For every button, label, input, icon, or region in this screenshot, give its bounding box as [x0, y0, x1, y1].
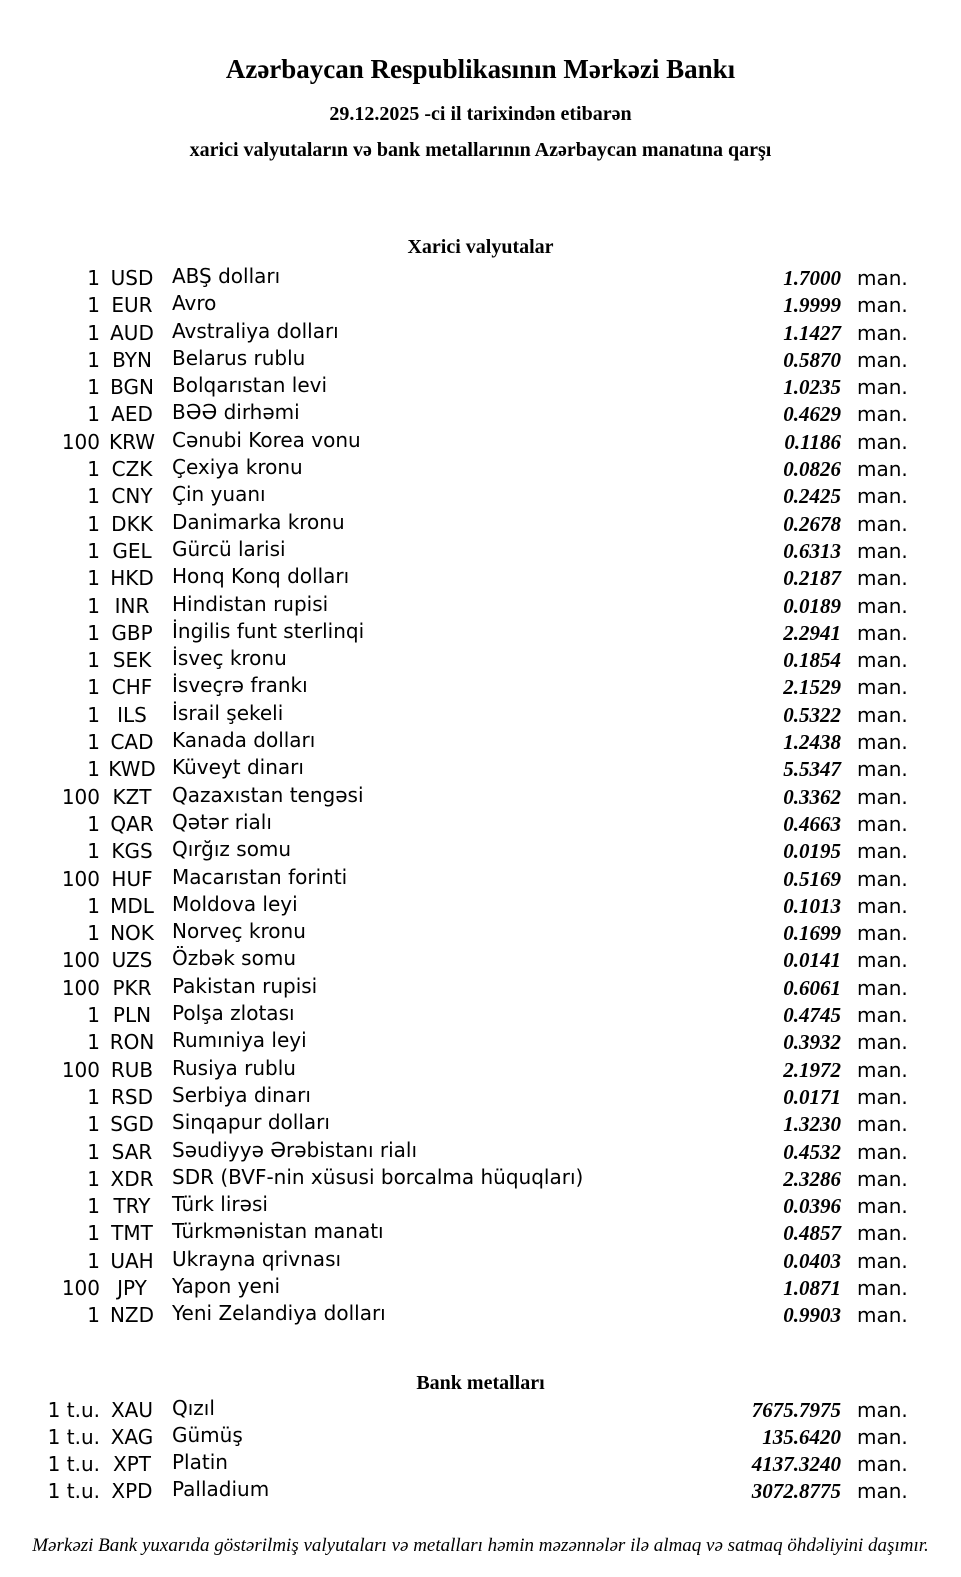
row-unit-label: man.	[857, 948, 908, 973]
row-rate-value: 1.0871	[783, 1275, 841, 1300]
page-title: Azərbaycan Respublikasının Mərkəzi Bankı	[225, 54, 736, 84]
row-quantity: 1	[87, 839, 100, 864]
rate-row	[0, 1166, 961, 1193]
row-unit-label: man.	[857, 811, 908, 836]
rate-row	[0, 893, 961, 920]
rate-row	[0, 1451, 961, 1478]
row-currency-name: Qətər rialı	[172, 809, 272, 834]
row-currency-name: Platin	[172, 1450, 228, 1475]
row-unit-label: man.	[857, 839, 908, 864]
row-quantity: 1	[87, 402, 100, 427]
row-currency-code: QAR	[110, 811, 154, 836]
rate-row	[0, 674, 961, 701]
row-quantity: 1	[87, 1166, 100, 1191]
rate-row	[0, 866, 961, 893]
row-currency-code: JPY	[117, 1275, 147, 1300]
rate-row	[0, 374, 961, 401]
row-unit-label: man.	[857, 784, 908, 809]
row-quantity: 100	[61, 866, 100, 891]
row-rate-value: 0.4629	[783, 402, 841, 427]
row-rate-value: 1.2438	[783, 730, 841, 755]
row-currency-code: AED	[111, 402, 153, 427]
row-currency-name: Səudiyyə Ərəbistanı rialı	[172, 1137, 418, 1162]
rate-row	[0, 401, 961, 428]
row-quantity: 1 t.u.	[47, 1397, 100, 1422]
rate-row	[0, 647, 961, 674]
row-quantity: 1 t.u.	[47, 1424, 100, 1449]
row-currency-name: Moldova leyi	[172, 891, 298, 916]
row-currency-code: NZD	[109, 1303, 155, 1328]
rate-row	[0, 1397, 961, 1424]
row-rate-value: 0.0171	[783, 1084, 841, 1109]
row-quantity: 1	[87, 1248, 100, 1273]
row-currency-code: KZT	[112, 784, 152, 809]
row-currency-code: XPT	[113, 1452, 151, 1477]
row-currency-code: KWD	[108, 757, 156, 782]
row-unit-label: man.	[857, 293, 908, 318]
row-currency-code: CAD	[110, 730, 154, 755]
row-currency-name: İsveçrə frankı	[172, 673, 308, 698]
row-unit-label: man.	[857, 921, 908, 946]
row-currency-name: Özbək somu	[172, 946, 296, 971]
row-currency-name: Avro	[172, 291, 217, 316]
rate-row	[0, 920, 961, 947]
row-quantity: 1	[87, 648, 100, 673]
rate-row	[0, 1220, 961, 1247]
row-unit-label: man.	[857, 1139, 908, 1164]
row-unit-label: man.	[857, 1397, 908, 1422]
row-rate-value: 0.4745	[783, 1003, 841, 1028]
row-currency-name: Bolqarıstan levi	[172, 373, 328, 398]
rate-row	[0, 620, 961, 647]
rate-row	[0, 565, 961, 592]
row-currency-code: HUF	[111, 866, 153, 891]
row-rate-value: 135.6420	[762, 1424, 841, 1449]
row-currency-code: RSD	[111, 1084, 153, 1109]
rate-row	[0, 483, 961, 510]
row-rate-value: 0.4532	[783, 1139, 841, 1164]
row-currency-code: USD	[110, 266, 154, 290]
row-currency-name: Çexiya kronu	[172, 455, 303, 480]
row-rate-value: 2.1529	[783, 675, 841, 700]
row-quantity: 1	[87, 347, 100, 372]
row-rate-value: 0.5169	[783, 866, 841, 891]
bulletin-subtitle: xarici valyutaların və bank metallarının Azərbaycan manatına qarşı	[189, 139, 772, 161]
row-currency-code: AUD	[110, 320, 154, 345]
rate-row	[0, 1002, 961, 1029]
row-unit-label: man.	[857, 1424, 908, 1449]
row-rate-value: 0.0403	[783, 1248, 841, 1273]
row-quantity: 100	[61, 948, 100, 973]
row-currency-name: Türk lirəsi	[172, 1192, 268, 1217]
rate-row	[0, 593, 961, 620]
row-unit-label: man.	[857, 593, 908, 618]
row-unit-label: man.	[857, 429, 908, 454]
rate-row	[0, 975, 961, 1002]
row-unit-label: man.	[857, 457, 908, 482]
row-unit-label: man.	[857, 347, 908, 372]
rate-row	[0, 811, 961, 838]
effective-date: 29.12.2025 -ci il tarixindən etibarən	[329, 103, 632, 125]
row-rate-value: 0.0826	[783, 457, 841, 482]
row-currency-code: SGD	[110, 1112, 154, 1137]
row-quantity: 1	[87, 730, 100, 755]
rate-row	[0, 292, 961, 319]
row-rate-value: 0.0141	[783, 948, 841, 973]
row-quantity: 1 t.u.	[47, 1452, 100, 1477]
row-unit-label: man.	[857, 266, 908, 290]
row-quantity: 1	[87, 757, 100, 782]
row-currency-name: Kanada dolları	[172, 728, 316, 753]
row-currency-name: Gümüş	[172, 1422, 243, 1447]
rate-row	[0, 1248, 961, 1275]
row-rate-value: 3072.8775	[751, 1479, 841, 1504]
row-quantity: 100	[61, 784, 100, 809]
row-currency-name: BƏƏ dirhəmi	[172, 400, 300, 425]
row-currency-code: DKK	[111, 511, 153, 536]
row-currency-name: Belarus rublu	[172, 345, 306, 370]
rate-row	[0, 838, 961, 865]
row-unit-label: man.	[857, 1112, 908, 1137]
row-currency-code: BYN	[112, 347, 152, 372]
rate-row	[0, 702, 961, 729]
row-quantity: 100	[61, 1057, 100, 1082]
row-currency-name: Yeni Zelandiya dolları	[172, 1301, 386, 1326]
row-rate-value: 4137.3240	[751, 1452, 841, 1477]
row-currency-name: Küveyt dinarı	[172, 755, 304, 780]
row-quantity: 1	[87, 893, 100, 918]
rate-row	[0, 347, 961, 374]
row-rate-value: 0.5870	[783, 347, 841, 372]
rate-row	[0, 456, 961, 483]
row-unit-label: man.	[857, 893, 908, 918]
rate-row	[0, 1029, 961, 1056]
row-quantity: 1 t.u.	[47, 1479, 100, 1504]
row-quantity: 1	[87, 811, 100, 836]
row-quantity: 1	[87, 1221, 100, 1246]
row-unit-label: man.	[857, 702, 908, 727]
row-quantity: 1	[87, 1194, 100, 1219]
row-rate-value: 0.2187	[783, 566, 841, 591]
row-currency-code: UZS	[111, 948, 153, 973]
row-unit-label: man.	[857, 1275, 908, 1300]
row-unit-label: man.	[857, 866, 908, 891]
row-quantity: 1	[87, 1003, 100, 1028]
row-currency-code: CZK	[111, 457, 153, 482]
row-currency-name: Serbiya dinarı	[172, 1082, 311, 1107]
row-quantity: 1	[87, 702, 100, 727]
row-currency-name: Qırğız somu	[172, 837, 292, 862]
row-quantity: 1	[87, 1139, 100, 1164]
row-currency-name: Türkmənistan manatı	[172, 1219, 384, 1244]
row-unit-label: man.	[857, 375, 908, 400]
row-rate-value: 1.7000	[783, 266, 841, 290]
row-quantity: 1	[87, 1112, 100, 1137]
rate-row	[0, 1111, 961, 1138]
row-currency-name: Macarıstan forinti	[172, 864, 348, 889]
row-rate-value: 0.6061	[783, 975, 841, 1000]
row-unit-label: man.	[857, 1248, 908, 1273]
row-currency-name: SDR (BVF-nin xüsusi borcalma hüquqları)	[172, 1164, 584, 1189]
row-currency-name: Ukrayna qrivnası	[172, 1246, 342, 1271]
rate-row	[0, 756, 961, 783]
row-rate-value: 0.1854	[783, 648, 841, 673]
row-quantity: 1	[87, 538, 100, 563]
row-quantity: 1	[87, 293, 100, 318]
row-rate-value: 2.1972	[783, 1057, 841, 1082]
row-unit-label: man.	[857, 484, 908, 509]
row-quantity: 1	[87, 620, 100, 645]
row-currency-code: SEK	[112, 648, 152, 673]
row-rate-value: 0.1699	[783, 921, 841, 946]
row-unit-label: man.	[857, 757, 908, 782]
row-currency-code: TMT	[111, 1221, 153, 1246]
row-currency-name: Norveç kronu	[172, 919, 306, 944]
row-quantity: 100	[61, 1275, 100, 1300]
row-rate-value: 1.0235	[783, 375, 841, 400]
rate-row	[0, 429, 961, 456]
row-unit-label: man.	[857, 675, 908, 700]
rate-row	[0, 947, 961, 974]
row-quantity: 1	[87, 320, 100, 345]
row-currency-name: Pakistan rupisi	[172, 973, 318, 998]
row-rate-value: 1.3230	[783, 1112, 841, 1137]
row-unit-label: man.	[857, 1479, 908, 1504]
row-quantity: 1	[87, 457, 100, 482]
row-currency-name: İsveç kronu	[172, 646, 287, 671]
row-quantity: 1	[87, 511, 100, 536]
row-unit-label: man.	[857, 320, 908, 345]
row-unit-label: man.	[857, 1194, 908, 1219]
row-currency-code: KRW	[109, 429, 155, 454]
row-currency-name: Rumıniya leyi	[172, 1028, 307, 1053]
rate-row	[0, 320, 961, 347]
rate-row	[0, 1139, 961, 1166]
row-quantity: 1	[87, 484, 100, 509]
currencies-table	[0, 265, 961, 1330]
row-rate-value: 0.1013	[783, 893, 841, 918]
row-currency-code: EUR	[111, 293, 153, 318]
row-currency-code: NOK	[110, 921, 154, 946]
row-currency-name: Rusiya rublu	[172, 1055, 296, 1080]
row-quantity: 1	[87, 566, 100, 591]
rate-row	[0, 1057, 961, 1084]
currencies-section-heading: Xarici valyutalar	[407, 236, 554, 258]
row-unit-label: man.	[857, 1084, 908, 1109]
row-currency-code: PLN	[112, 1003, 152, 1028]
row-currency-name: ABŞ dolları	[172, 264, 281, 288]
row-unit-label: man.	[857, 1303, 908, 1328]
row-currency-name: Qazaxıstan tengəsi	[172, 782, 364, 807]
row-currency-name: Polşa zlotası	[172, 1001, 295, 1026]
row-currency-code: CHF	[111, 675, 153, 700]
row-rate-value: 0.4857	[783, 1221, 841, 1246]
row-currency-name: Yapon yeni	[172, 1273, 281, 1298]
row-currency-code: UAH	[110, 1248, 154, 1273]
row-quantity: 1	[87, 375, 100, 400]
row-quantity: 1	[87, 593, 100, 618]
row-currency-name: Qızıl	[172, 1395, 215, 1420]
row-currency-code: GBP	[111, 620, 153, 645]
row-unit-label: man.	[857, 1166, 908, 1191]
row-unit-label: man.	[857, 648, 908, 673]
rate-row	[0, 511, 961, 538]
row-currency-code: RON	[109, 1030, 155, 1055]
rate-row	[0, 1424, 961, 1451]
row-currency-name: İsrail şekeli	[172, 700, 284, 725]
rate-row	[0, 1084, 961, 1111]
row-quantity: 1	[87, 1303, 100, 1328]
rate-row	[0, 1275, 961, 1302]
row-quantity: 1	[87, 675, 100, 700]
row-unit-label: man.	[857, 620, 908, 645]
rate-row	[0, 538, 961, 565]
row-rate-value: 2.3286	[783, 1166, 841, 1191]
row-currency-code: XDR	[110, 1166, 154, 1191]
row-rate-value: 1.1427	[783, 320, 841, 345]
row-quantity: 1	[87, 1030, 100, 1055]
row-rate-value: 2.2941	[783, 620, 841, 645]
row-currency-name: Cənubi Korea vonu	[172, 427, 361, 452]
row-currency-name: Gürcü larisi	[172, 536, 286, 561]
row-rate-value: 0.1186	[784, 429, 841, 454]
row-currency-code: INR	[114, 593, 150, 618]
row-currency-code: BGN	[110, 375, 154, 400]
row-unit-label: man.	[857, 975, 908, 1000]
row-rate-value: 0.0396	[783, 1194, 841, 1219]
row-currency-code: SAR	[111, 1139, 153, 1164]
metals-section-heading: Bank metalları	[416, 1371, 545, 1394]
row-currency-name: Hindistan rupisi	[172, 591, 329, 616]
row-currency-code: MDL	[110, 893, 154, 918]
row-quantity: 100	[61, 429, 100, 454]
row-rate-value: 7675.7975	[751, 1397, 841, 1422]
row-currency-code: PKR	[112, 975, 152, 1000]
rate-row	[0, 1478, 961, 1505]
row-currency-code: ILS	[117, 702, 147, 727]
row-rate-value: 0.2678	[783, 511, 841, 536]
row-currency-code: XPD	[111, 1479, 153, 1504]
metals-table	[0, 1397, 961, 1506]
row-rate-value: 0.5322	[783, 702, 841, 727]
row-quantity: 1	[87, 921, 100, 946]
row-unit-label: man.	[857, 730, 908, 755]
row-unit-label: man.	[857, 1452, 908, 1477]
rate-row	[0, 265, 961, 292]
row-rate-value: 0.3362	[783, 784, 841, 809]
row-currency-name: Avstraliya dolları	[172, 318, 339, 343]
row-quantity: 1	[87, 266, 100, 290]
row-unit-label: man.	[857, 1057, 908, 1082]
row-currency-code: CNY	[111, 484, 153, 509]
row-unit-label: man.	[857, 1003, 908, 1028]
row-rate-value: 1.9999	[783, 293, 841, 318]
row-currency-code: GEL	[112, 538, 152, 563]
row-currency-name: Çin yuanı	[172, 482, 266, 507]
rate-row	[0, 1302, 961, 1329]
row-currency-code: HKD	[110, 566, 154, 591]
row-currency-name: Palladium	[172, 1477, 270, 1502]
row-rate-value: 0.6313	[783, 538, 841, 563]
row-currency-code: RUB	[110, 1057, 154, 1082]
row-rate-value: 0.4663	[783, 811, 841, 836]
disclaimer-note: Mərkəzi Bank yuxarıda göstərilmiş valyutaları və metalları həmin məzənnələr ilə almaq və satmaq öhdəliyini daşımır.	[32, 1534, 929, 1556]
row-currency-name: Danimarka kronu	[172, 509, 345, 534]
row-quantity: 100	[61, 975, 100, 1000]
row-currency-code: KGS	[111, 839, 153, 864]
row-unit-label: man.	[857, 1221, 908, 1246]
row-rate-value: 5.5347	[783, 757, 841, 782]
row-rate-value: 0.0195	[783, 839, 841, 864]
row-unit-label: man.	[857, 1030, 908, 1055]
row-rate-value: 0.9903	[783, 1303, 841, 1328]
row-currency-name: Honq Konq dolları	[172, 564, 350, 589]
row-currency-code: TRY	[113, 1194, 151, 1219]
row-currency-code: XAU	[110, 1397, 154, 1422]
row-rate-value: 0.0189	[783, 593, 841, 618]
row-currency-name: İngilis funt sterlinqi	[172, 618, 365, 643]
row-unit-label: man.	[857, 402, 908, 427]
row-quantity: 1	[87, 1084, 100, 1109]
row-unit-label: man.	[857, 538, 908, 563]
row-rate-value: 0.2425	[783, 484, 841, 509]
rate-row	[0, 1193, 961, 1220]
row-unit-label: man.	[857, 566, 908, 591]
row-rate-value: 0.3932	[783, 1030, 841, 1055]
rate-row	[0, 729, 961, 756]
row-currency-name: Sinqapur dolları	[172, 1110, 330, 1135]
rate-row	[0, 784, 961, 811]
row-unit-label: man.	[857, 511, 908, 536]
row-currency-code: XAG	[110, 1424, 154, 1449]
